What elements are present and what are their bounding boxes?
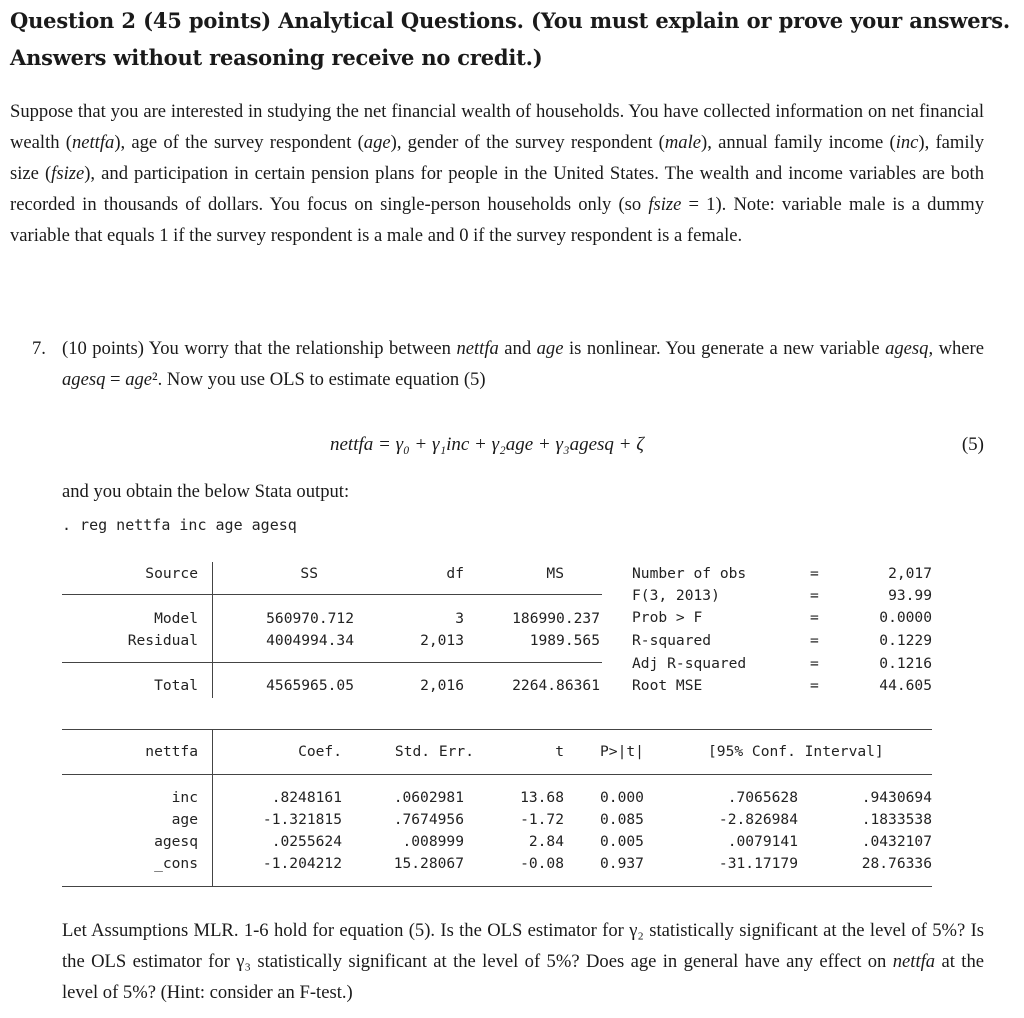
coef-column-rule xyxy=(212,729,213,886)
coef-row-se: .008999 xyxy=(402,833,464,850)
var-fsize: fsize xyxy=(51,163,85,184)
coef-row-var: _cons xyxy=(154,855,198,872)
stat-label: R-squared xyxy=(632,632,712,649)
symbol-gamma2: γ₂ xyxy=(629,920,644,941)
anova-column-rule xyxy=(212,562,213,698)
var-nettfa: nettfa xyxy=(892,951,936,972)
stat-value: 2,017 xyxy=(888,565,932,582)
coef-row-coef: -1.321815 xyxy=(262,811,342,828)
var-fsize: fsize xyxy=(648,194,682,215)
var-age: age xyxy=(125,369,153,390)
coef-row-t: -0.08 xyxy=(520,855,564,872)
coef-row-ci-low: -31.17179 xyxy=(718,855,798,872)
coef-header-var: nettfa xyxy=(145,743,198,760)
stata-intro-text: and you obtain the below Stata output: xyxy=(62,481,350,502)
stat-value: 0.1216 xyxy=(879,655,932,672)
coef-row-ci-high: 28.76336 xyxy=(861,855,932,872)
stat-value: 0.1229 xyxy=(879,632,932,649)
equation-number: (5) xyxy=(961,434,984,455)
coef-row-se: .0602981 xyxy=(393,789,464,806)
anova-header-rule xyxy=(62,594,602,595)
coef-row-ci-high: .1833538 xyxy=(861,811,932,828)
intro-text: ), gender of the survey respondent ( xyxy=(390,132,665,153)
coef-row-p: 0.937 xyxy=(600,855,644,872)
coef-row-se: 15.28067 xyxy=(393,855,464,872)
var-inc: inc xyxy=(895,132,919,153)
coef-row-var: agesq xyxy=(154,833,198,850)
stata-command: . reg nettfa inc age agesq xyxy=(62,516,297,534)
anova-row-ms: 2264.86361 xyxy=(512,677,600,694)
intro-text: = 1). Note: variable male is a dummy variable that equals 1 if the survey respondent is a male and 0 if the survey respondent is a female. xyxy=(10,194,984,246)
intro-text: ), annual family income ( xyxy=(701,132,896,153)
stat-equals: = xyxy=(810,587,819,604)
coef-row-p: 0.000 xyxy=(600,789,644,806)
anova-row-source: Total xyxy=(154,677,198,694)
question-text-part: is nonlinear. You generate a new variable xyxy=(563,338,886,359)
closing-text: statistically significant at the level of 5%? Does age in general have any effect on xyxy=(250,951,893,972)
anova-row-ms: 1989.565 xyxy=(529,632,600,649)
var-age: age xyxy=(363,132,391,153)
question-heading: Question 2 (45 points) Analytical Questions. (You must explain or prove your answers. Answers without reasoning receive no credit.) xyxy=(10,8,1010,70)
coef-row-ci-high: .0432107 xyxy=(861,833,932,850)
coef-row-ci-low: .0079141 xyxy=(727,833,798,850)
anova-row-source: Model xyxy=(154,610,198,627)
anova-header-source: Source xyxy=(145,565,198,582)
stat-label: Root MSE xyxy=(632,677,703,694)
anova-row-ss: 560970.712 xyxy=(266,610,354,627)
question-number: 7. xyxy=(32,338,46,359)
coef-bottom-rule xyxy=(62,886,932,887)
anova-header-df: df xyxy=(446,565,464,582)
stat-equals: = xyxy=(810,677,819,694)
var-agesq: agesq xyxy=(62,369,106,390)
stat-value: 93.99 xyxy=(888,587,932,604)
coef-header-coef: Coef. xyxy=(298,743,342,760)
coef-row-t: 2.84 xyxy=(528,833,564,850)
intro-text: Suppose that you are interested in studying the net financial wealth of households. You have collected information on net financial wealth ( xyxy=(10,101,984,153)
coef-row-coef: .8248161 xyxy=(271,789,342,806)
question-text-part: and xyxy=(498,338,537,359)
closing-question xyxy=(62,915,984,1008)
coef-row-p: 0.005 xyxy=(600,833,644,850)
anova-row-ss: 4565965.05 xyxy=(266,677,354,694)
anova-row-df: 2,016 xyxy=(420,677,464,694)
coef-row-ci-low: .7065628 xyxy=(727,789,798,806)
anova-header-ss: SS xyxy=(300,565,318,582)
anova-row-source: Residual xyxy=(127,632,198,649)
intro-paragraph xyxy=(10,96,984,251)
intro-text: ), age of the survey respondent ( xyxy=(114,132,364,153)
coef-header-se: Std. Err. xyxy=(394,743,474,760)
anova-row-ss: 4004994.34 xyxy=(266,632,354,649)
anova-row-ms: 186990.237 xyxy=(512,610,600,627)
coef-row-t: 13.68 xyxy=(520,789,564,806)
coef-row-var: inc xyxy=(171,789,198,806)
coef-row-se: .7674956 xyxy=(393,811,464,828)
anova-total-rule xyxy=(62,662,602,663)
intro-text: ), family size ( xyxy=(10,132,985,184)
coef-header-ci: [95% Conf. Interval] xyxy=(708,743,884,760)
question-text-part: (10 points) You worry that the relationship between xyxy=(62,338,457,359)
stat-equals: = xyxy=(810,565,819,582)
question-text xyxy=(62,333,984,395)
var-agesq: agesq xyxy=(885,338,929,359)
var-nettfa: nettfa xyxy=(456,338,499,359)
question-text-part: , where xyxy=(928,338,984,359)
coef-row-t: -1.72 xyxy=(520,811,564,828)
coef-header-t: t xyxy=(555,743,564,760)
stat-equals: = xyxy=(810,655,819,672)
coef-row-coef: .0255624 xyxy=(271,833,342,850)
closing-text: at the level of 5%? (Hint: consider an F-test.) xyxy=(62,951,984,1003)
coef-row-p: 0.085 xyxy=(600,811,644,828)
stat-label: Prob > F xyxy=(632,609,703,626)
stat-value: 0.0000 xyxy=(879,609,932,626)
stat-label: Adj R-squared xyxy=(632,655,747,672)
coef-row-var: age xyxy=(171,811,198,828)
anova-row-df: 2,013 xyxy=(420,632,464,649)
question-text-part: ². Now you use OLS to estimate equation (5) xyxy=(152,369,486,390)
var-age: age xyxy=(536,338,564,359)
symbol-gamma3: γ₃ xyxy=(236,951,251,972)
anova-header-ms: MS xyxy=(546,565,564,582)
closing-text: Let Assumptions MLR. 1-6 hold for equation (5). Is the OLS estimator for xyxy=(62,920,630,941)
stat-label: Number of obs xyxy=(632,565,747,582)
coef-header-p: P>|t| xyxy=(600,743,644,760)
stat-equals: = xyxy=(810,609,819,626)
coef-row-ci-high: .9430694 xyxy=(861,789,932,806)
var-male: male xyxy=(664,132,702,153)
coef-row-coef: -1.204212 xyxy=(262,855,342,872)
question-text-part: = xyxy=(105,369,126,390)
regression-equation: nettfa = γ₀ + γ₁inc + γ₂age + γ₃agesq + ζ xyxy=(330,434,644,455)
var-nettfa: nettfa xyxy=(71,132,115,153)
intro-text: ), and participation in certain pension plans for people in the United States. The wealth and income variables are both recorded in thousands of dollars. You focus on single-person households only (so xyxy=(10,163,984,215)
anova-row-df: 3 xyxy=(455,610,464,627)
closing-text: statistically significant at the level of 5%? Is the OLS estimator for xyxy=(62,920,984,972)
coef-header-rule xyxy=(62,774,932,775)
stat-label: F(3, 2013) xyxy=(632,587,720,604)
stat-value: 44.605 xyxy=(879,677,932,694)
stat-equals: = xyxy=(810,632,819,649)
coef-row-ci-low: -2.826984 xyxy=(718,811,798,828)
coef-top-rule xyxy=(62,729,932,730)
